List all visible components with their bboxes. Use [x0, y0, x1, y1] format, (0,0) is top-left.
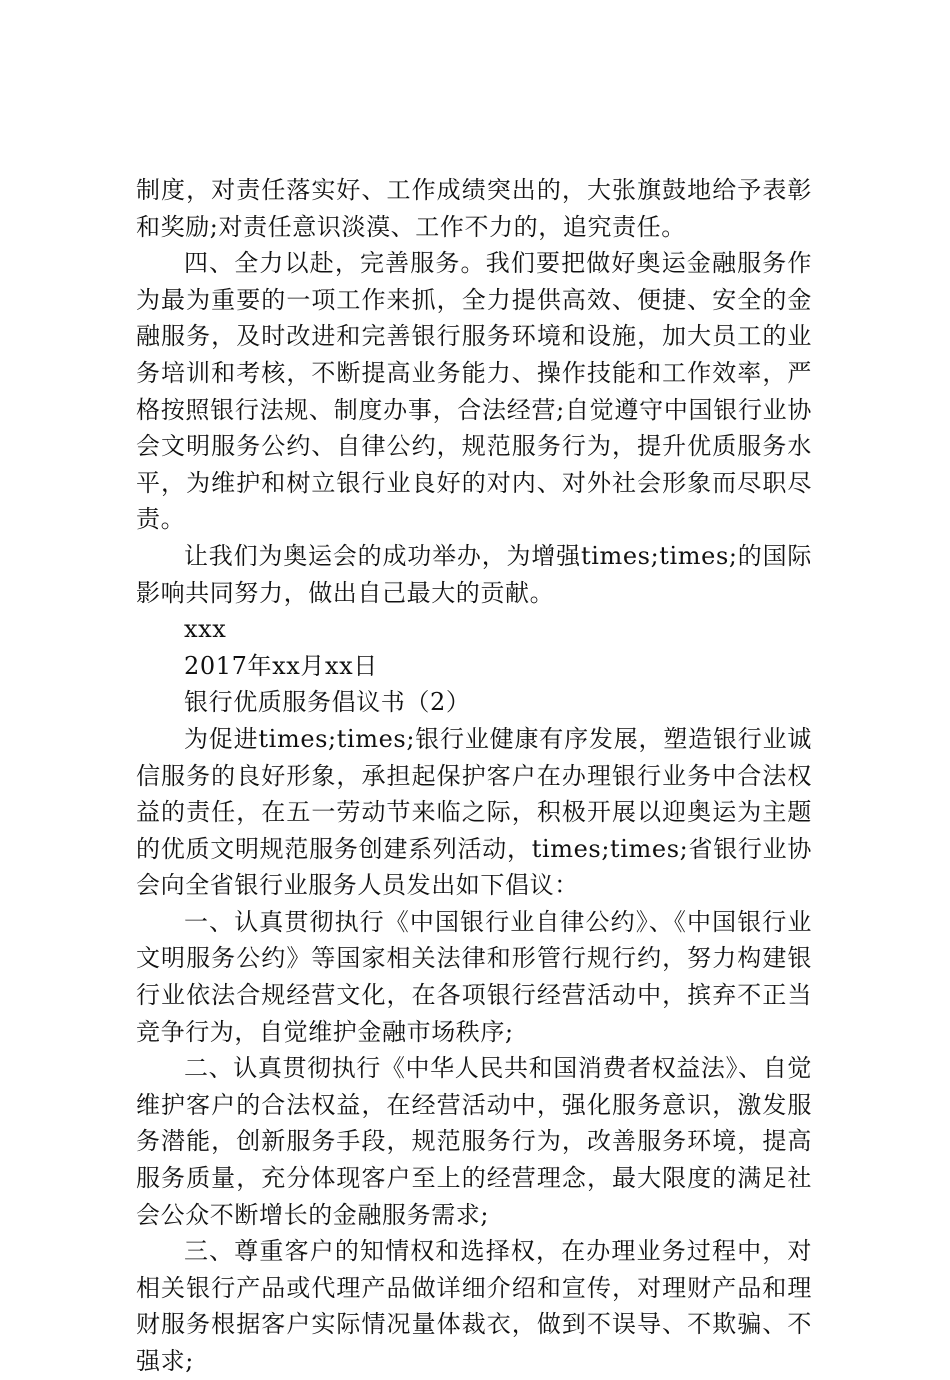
paragraph-intro: 为促进times;times;银行业健康有序发展，塑造银行业诚信服务的良好形象，承担起保护客户在办理银行业务中合法权益的责任，在五一劳动节来临之际，积极开展以迎奥运为主题的优质文明规范服务创建系列活动，times;times;省银行业协会向全省银行业服务人员发出如下倡议： — [136, 724, 812, 900]
paragraph-four-service: 四、全力以赴，完善服务。我们要把做好奥运金融服务作为最为重要的一项工作来抓，全力提供高效、便捷、安全的金融服务，及时改进和完善银行服务环境和设施，加大员工的业务培训和考核，不断提高业务能力、操作技能和工作效率，严格按照银行法规、制度办事，合法经营;自觉遵守中国银行业协会文明服务公约、自律公约，规范服务行为，提升优质服务水平，为维护和树立银行业良好的对内、对外社会形象而尽职尽责。 — [136, 249, 812, 534]
document-page — [136, 172, 812, 1380]
paragraph-closing: 让我们为奥运会的成功举办，为增强times;times;的国际影响共同努力，做出自己最大的贡献。 — [136, 541, 812, 607]
paragraph-item-two: 二、认真贯彻执行《中华人民共和国消费者权益法》、自觉维护客户的合法权益，在经营活动中，强化服务意识，激发服务潜能，创新服务手段，规范服务行为，改善服务环境，提高服务质量，充分体现客户至上的经营理念，最大限度的满足社会公众不断增长的金融服务需求; — [136, 1054, 812, 1229]
section-title: 银行优质服务倡议书（2） — [184, 688, 471, 717]
paragraph-item-one: 一、认真贯彻执行《中国银行业自律公约》、《中国银行业文明服务公约》等国家相关法律和形管行规行约，努力构建银行业依法合规经营文化，在各项银行经营活动中，摈弃不正当竞争行为，自觉维护金融市场秩序; — [136, 907, 812, 1046]
signature: xxx — [184, 615, 227, 644]
paragraph-item-three: 三、尊重客户的知情权和选择权，在办理业务过程中，对相关银行产品或代理产品做详细介绍和宣传，对理财产品和理财服务根据客户实际情况量体裁衣，做到不误导、不欺骗、不强求; — [136, 1237, 812, 1375]
date: 2017年xx月xx日 — [184, 651, 378, 680]
paragraph-responsibility: 制度，对责任落实好、工作成绩突出的，大张旗鼓地给予表彰和奖励;对责任意识淡漠、工作不力的，追究责任。 — [136, 176, 812, 241]
